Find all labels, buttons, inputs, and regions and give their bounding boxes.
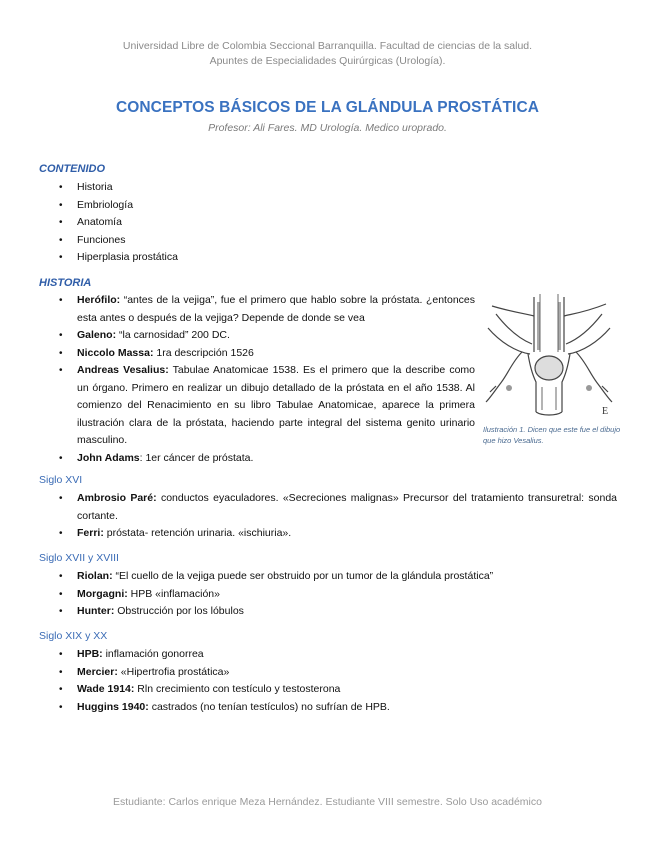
- header-line-1: Universidad Libre de Colombia Seccional Barranquilla. Facultad de ciencias de la salud.: [122, 40, 533, 52]
- list-item: [39, 568, 619, 586]
- contenido-heading: CONTENIDO: [39, 163, 105, 175]
- historia-heading: HISTORIA: [39, 277, 92, 289]
- list-item: [39, 664, 619, 682]
- document-header: [0, 39, 655, 68]
- historia-list: [39, 292, 475, 467]
- vesalius-illustration: [482, 292, 617, 419]
- item-name: Niccolo Massa:: [77, 346, 154, 359]
- item-text: Obstrucción por los lóbulos: [114, 605, 244, 617]
- item-name: Andreas Vesalius:: [77, 364, 169, 376]
- item-name: Huggins 1940:: [77, 700, 149, 713]
- item-name: Riolan:: [77, 570, 113, 582]
- siglo-xvii-list: [39, 568, 619, 621]
- item-text: “la carnosidad” 200 DC.: [116, 329, 230, 341]
- list-item: [39, 327, 475, 345]
- siglo-xvi-heading: Siglo XVI: [39, 474, 83, 486]
- siglo-xix-heading: Siglo XIX y XX: [39, 630, 108, 642]
- list-item: • Funciones: [39, 232, 459, 250]
- page-subtitle: Profesor: Ali Fares. MD Urología. Medico uroprado.: [208, 122, 447, 134]
- siglo-xvi-list: [39, 490, 617, 543]
- item-text: : 1er cáncer de próstata.: [139, 451, 254, 464]
- list-item: • Anatomía: [39, 214, 459, 232]
- item-name: Ferri:: [77, 527, 104, 539]
- item-text: próstata- retención urinaria. «ischiuria».: [103, 527, 292, 539]
- siglo-xvii-heading: Siglo XVII y XVIII: [39, 552, 119, 564]
- list-item: [39, 586, 619, 604]
- list-item: [39, 525, 617, 543]
- item-text: castrados (no tenían testículos) no sufrían de HPB.: [148, 700, 390, 713]
- item-name: Galeno:: [77, 329, 117, 341]
- item-name: Morgagni:: [77, 587, 128, 600]
- list-item: [39, 362, 475, 450]
- list-item: • Historia: [39, 179, 459, 197]
- item-name: Mercier:: [77, 665, 118, 678]
- list-item: • Embriología: [39, 197, 459, 215]
- item-text: “El cuello de la vejiga puede ser obstruido por un tumor de la glándula prostática”: [112, 570, 494, 582]
- item-text: HPB «inflamación»: [127, 587, 220, 600]
- list-item: [39, 681, 619, 699]
- item-text: inflamación gonorrea: [102, 648, 204, 660]
- contenido-list: [39, 179, 459, 267]
- list-item: [39, 646, 619, 664]
- item-text: «Hipertrofia prostática»: [117, 665, 230, 678]
- list-item: [39, 603, 619, 621]
- item-name: Herófilo:: [77, 294, 121, 306]
- page-title: CONCEPTOS BÁSICOS DE LA GLÁNDULA PROSTÁTICA: [115, 99, 540, 116]
- item-name: Wade 1914:: [77, 683, 135, 695]
- item-name: HPB:: [77, 648, 103, 660]
- list-item: [39, 490, 617, 525]
- list-item: [39, 345, 475, 363]
- document-footer: Estudiante: Carlos enrique Meza Hernández. Estudiante VIII semestre. Solo Uso académico: [113, 796, 542, 808]
- list-item: • Hiperplasia prostática: [39, 249, 459, 267]
- figure-caption: Ilustración 1. Dicen que este fue el dibujo que hizo Vesalius.: [483, 425, 621, 445]
- item-name: John Adams: [77, 451, 140, 464]
- header-line-2: Apuntes de Especialidades Quirúrgicas (Urología).: [209, 54, 446, 67]
- list-item: [39, 450, 475, 468]
- item-text: Rln crecimiento con testículo y testosterona: [134, 683, 341, 695]
- svg-text:E: E: [602, 406, 609, 417]
- item-text: conductos eyaculadores. «Secreciones malignas» Precursor del tratamiento transuretral: sonda cortante.: [77, 492, 618, 522]
- siglo-xix-list: [39, 646, 619, 716]
- item-text: 1ra descripción 1526: [153, 346, 254, 359]
- item-name: Hunter:: [77, 605, 115, 617]
- list-item: [39, 292, 475, 327]
- item-name: Ambrosio Paré:: [77, 492, 157, 504]
- item-text: “antes de la vejiga”, fue el primero que hablo sobre la próstata. ¿entonces esta antes o después de la vejiga? Depende de donde se vea: [77, 294, 475, 324]
- item-text: Tabulae Anatomicae 1538. Es el primero que la describe como un órgano. Primero en realizar un dibujo detallado de la próstata en el año 1538. Al comienzo del Renacimiento en su libro Tabulae Anatomicae, aparece la primera ilustración clara de la próstata, haciendo parte integral del sistema genito urinario masculino.: [77, 364, 475, 446]
- list-item: [39, 699, 619, 717]
